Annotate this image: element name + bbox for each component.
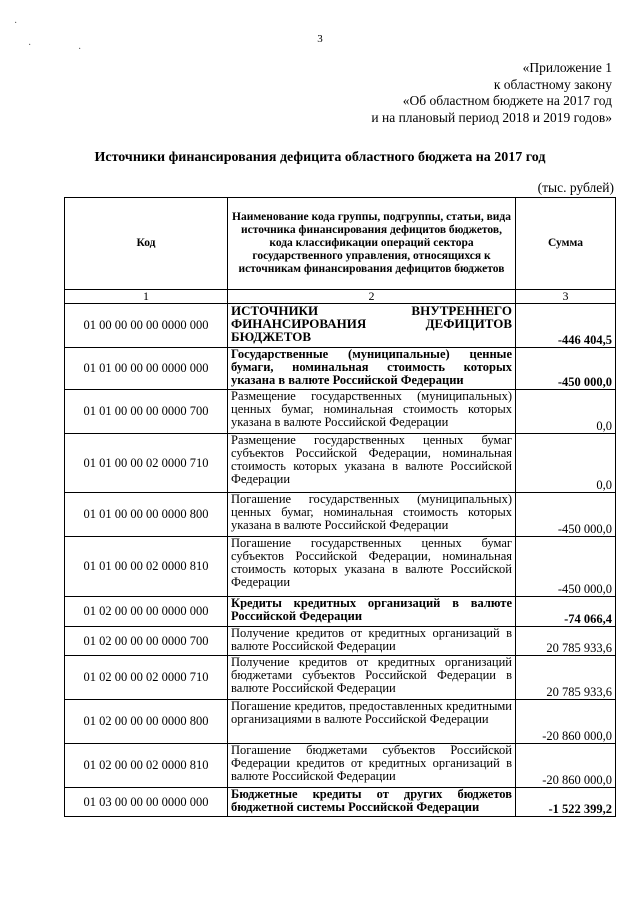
- header-name: Наименование кода группы, подгруппы, статьи, вида источника финансирования дефицитов бюджетов, кода классификации операций сектора государственного управления, относящихся к источникам финансирования дефицитов бюджетов: [228, 198, 516, 290]
- row-sum: 0,0: [516, 390, 616, 434]
- row-code: 01 01 00 00 00 0000 800: [65, 493, 228, 537]
- column-number: 2: [228, 290, 516, 304]
- table-row: [65, 744, 616, 788]
- row-code: 01 01 00 00 02 0000 710: [65, 434, 228, 493]
- scan-speck: ·: [78, 44, 82, 55]
- row-sum: -1 522 399,2: [516, 788, 616, 817]
- row-sum: 20 785 933,6: [516, 627, 616, 656]
- row-name: ИСТОЧНИКИ ВНУТРЕННЕГО ФИНАНСИРОВАНИЯ ДЕФИЦИТОВ БЮДЖЕТОВ: [228, 304, 516, 348]
- table-row: [65, 390, 616, 434]
- row-code: 01 02 00 00 00 0000 000: [65, 597, 228, 627]
- table-row: [65, 493, 616, 537]
- appendix-line: «Об областном бюджете на 2017 год: [402, 93, 612, 108]
- row-name: Государственные (муниципальные) ценные бумаги, номинальная стоимость которых указана в валюте Российской Федерации: [228, 348, 516, 390]
- row-code: 01 02 00 00 02 0000 710: [65, 656, 228, 700]
- row-name: Получение кредитов от кредитных организаций в валюте Российской Федерации: [228, 627, 516, 656]
- row-name: Размещение государственных ценных бумаг субъектов Российской Федерации, номинальная стоимость которых указана в валюте Российской Федерации: [228, 434, 516, 493]
- table-row: [65, 627, 616, 656]
- table-row: [65, 788, 616, 817]
- row-sum: -20 860 000,0: [516, 700, 616, 744]
- scan-speck: ·: [28, 40, 32, 51]
- row-sum: 0,0: [516, 434, 616, 493]
- row-sum: -446 404,5: [516, 304, 616, 348]
- row-sum: -450 000,0: [516, 493, 616, 537]
- scan-speck: ·: [14, 18, 18, 29]
- appendix-line: «Приложение 1: [522, 60, 612, 75]
- column-number: 3: [516, 290, 616, 304]
- appendix-header: [371, 60, 612, 126]
- table-row: [65, 656, 616, 700]
- row-code: 01 01 00 00 00 0000 700: [65, 390, 228, 434]
- row-name: Получение кредитов от кредитных организаций бюджетами субъектов Российской Федерации в валюте Российской Федерации: [228, 656, 516, 700]
- appendix-line: и на плановый период 2018 и 2019 годов»: [371, 109, 612, 125]
- table-row: [65, 537, 616, 597]
- row-sum: -450 000,0: [516, 348, 616, 390]
- row-sum: 20 785 933,6: [516, 656, 616, 700]
- row-code: 01 02 00 00 02 0000 810: [65, 744, 228, 788]
- table-row: [65, 348, 616, 390]
- row-name: Размещение государственных (муниципальных) ценных бумаг, номинальная стоимость которых указана в валюте Российской Федерации: [228, 390, 516, 434]
- page-number: 3: [317, 33, 323, 45]
- row-name: Кредиты кредитных организаций в валюте Российской Федерации: [228, 597, 516, 627]
- appendix-line: к областному закону: [493, 76, 612, 92]
- row-sum: -20 860 000,0: [516, 744, 616, 788]
- row-sum: -74 066,4: [516, 597, 616, 627]
- row-name: Бюджетные кредиты от других бюджетов бюджетной системы Российской Федерации: [228, 788, 516, 817]
- row-code: 01 02 00 00 00 0000 700: [65, 627, 228, 656]
- row-code: 01 01 00 00 00 0000 000: [65, 348, 228, 390]
- financing-sources-table: [64, 197, 616, 817]
- table-row: [65, 304, 616, 348]
- row-name: Погашение государственных (муниципальных) ценных бумаг, номинальная стоимость которых указана в валюте Российской Федерации: [228, 493, 516, 537]
- row-name: Погашение государственных ценных бумаг субъектов Российской Федерации, номинальная стоимость которых указана в валюте Российской Федерации: [228, 537, 516, 597]
- units-label: (тыс. рублей): [537, 180, 614, 195]
- row-code: 01 03 00 00 00 0000 000: [65, 788, 228, 817]
- table-row: [65, 700, 616, 744]
- row-code: 01 02 00 00 00 0000 800: [65, 700, 228, 744]
- column-number: 1: [65, 290, 228, 304]
- row-code: 01 01 00 00 02 0000 810: [65, 537, 228, 597]
- table-row: [65, 597, 616, 627]
- document-title: Источники финансирования дефицита областного бюджета на 2017 год: [94, 150, 546, 165]
- row-sum: -450 000,0: [516, 537, 616, 597]
- header-sum: Сумма: [516, 198, 616, 290]
- header-code: Код: [65, 198, 228, 290]
- row-code: 01 00 00 00 00 0000 000: [65, 304, 228, 348]
- row-name: Погашение кредитов, предоставленных кредитными организациями в валюте Российской Федерации: [228, 700, 516, 744]
- table-row: [65, 434, 616, 493]
- row-name: Погашение бюджетами субъектов Российской Федерации кредитов от кредитных организаций в валюте Российской Федерации: [228, 744, 516, 788]
